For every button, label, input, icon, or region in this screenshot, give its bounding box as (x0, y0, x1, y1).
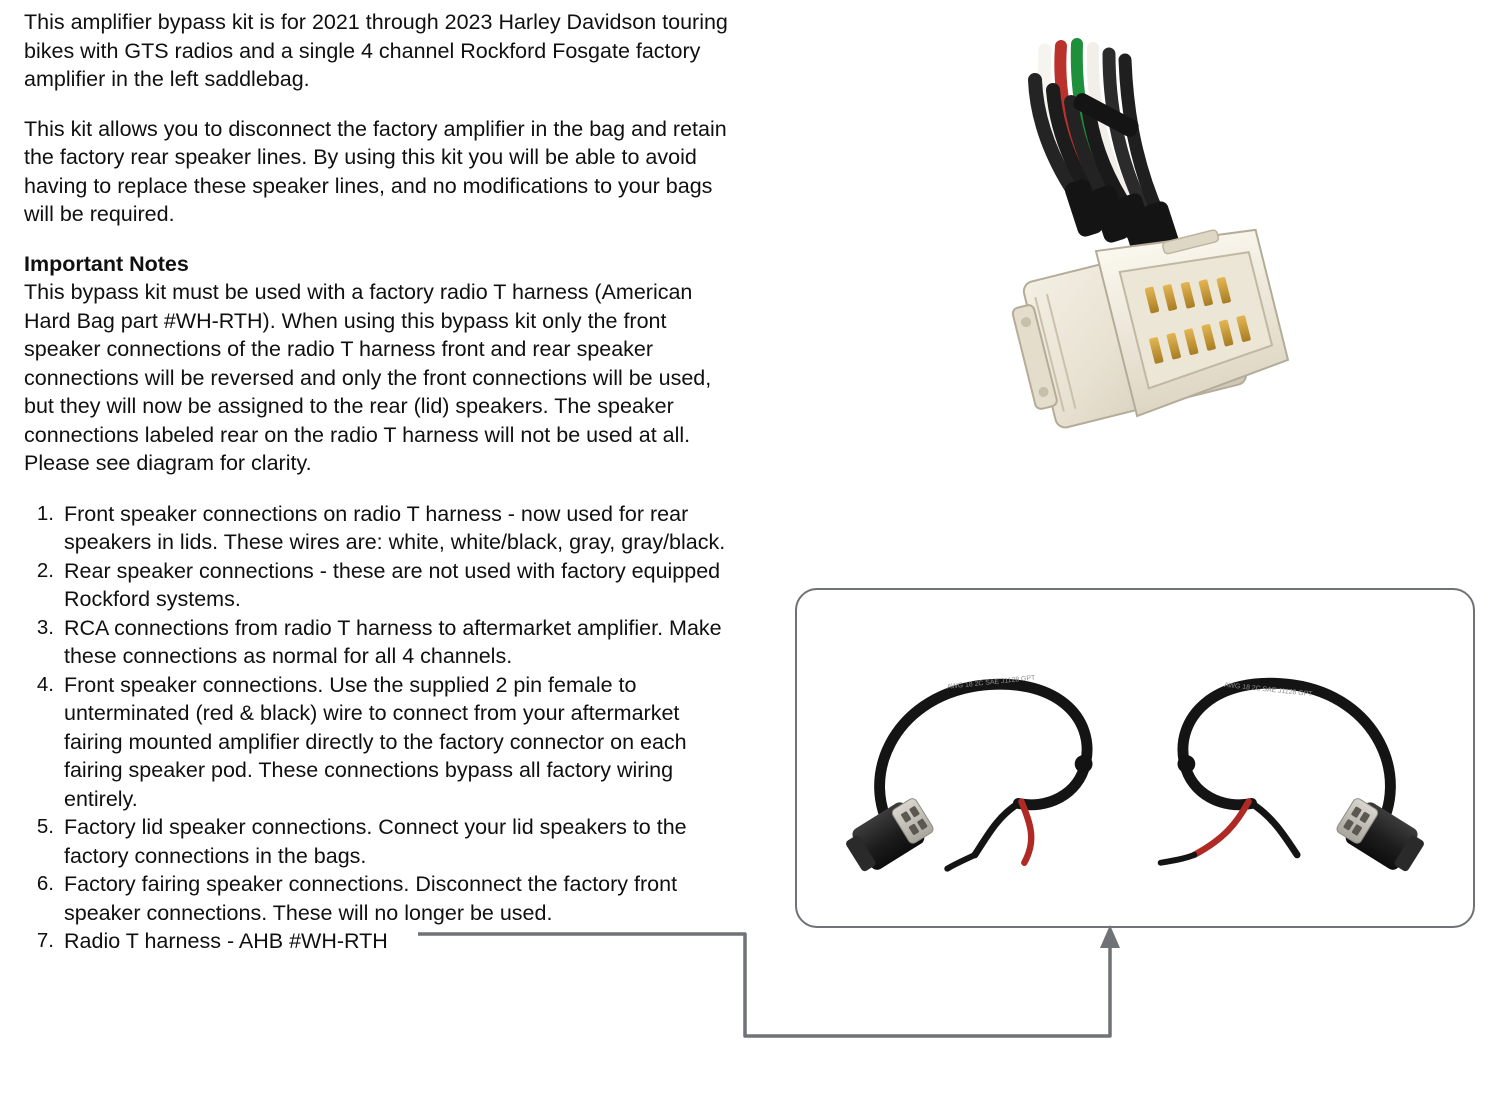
intro-paragraph-1: This amplifier bypass kit is for 2021 through 2023 Harley Davidson touring bikes with GTS radios and a single 4 channel Rockford Fosgate factory amplifier in the left saddlebag. (24, 10, 728, 91)
factory-amplifier-connector-photo (975, 20, 1375, 440)
instructions-column (24, 8, 736, 956)
list-item: Factory fairing speaker connections. Disconnect the factory front speaker connections. These will no longer be used. (64, 872, 678, 925)
list-item: Radio T harness - AHB #WH-RTH (64, 929, 388, 953)
connector-illustration (975, 20, 1375, 440)
important-notes-heading: Important Notes (24, 251, 189, 276)
list-item: Front speaker connections. Use the supplied 2 pin female to unterminated (red & black) wire to connect from your aftermarket fairing mounted amplifier directly to the factory connector on each fairing speaker pod. These connections bypass all factory wiring entirely. (64, 672, 687, 811)
list-item: Rear speaker connections - these are not used with factory equipped Rockford systems. (64, 558, 721, 611)
list-item: Front speaker connections on radio T harness - now used for rear speakers in lids. These wires are: white, white/black, gray, gray/black. (64, 501, 726, 554)
two-pin-female-pigtail-photo (797, 590, 1473, 926)
pigtail-harness-figure-box (795, 588, 1475, 928)
important-notes-body: This bypass kit must be used with a factory radio T harness (American Hard Bag part #WH-RTH). When using this bypass kit only the front speaker connections of the radio T harness front and rear speaker connections will be reversed and only the front connections will be used, but they will now be assigned to the rear (lid) speakers. The speaker connections labeled rear on the radio T harness will not be used at all. Please see diagram for clarity. (24, 280, 712, 475)
list-item: RCA connections from radio T harness to aftermarket amplifier. Make these connections as normal for all 4 channels. (64, 615, 722, 668)
svg-text:AWG 18 2C SAE J1128 GPT: AWG 18 2C SAE J1128 GPT (946, 674, 1036, 691)
svg-text:AWG 18 2C SAE J1128 GPT: AWG 18 2C SAE J1128 GPT (1223, 681, 1313, 699)
list-item: Factory lid speaker connections. Connect your lid speakers to the factory connections in the bags. (64, 815, 687, 868)
numbered-steps-list (24, 500, 736, 956)
intro-paragraph-2: This kit allows you to disconnect the factory amplifier in the bag and retain the factory rear speaker lines. By using this kit you will be able to avoid having to replace these speaker lines, and no modifications to your bags will be required. (24, 116, 727, 226)
